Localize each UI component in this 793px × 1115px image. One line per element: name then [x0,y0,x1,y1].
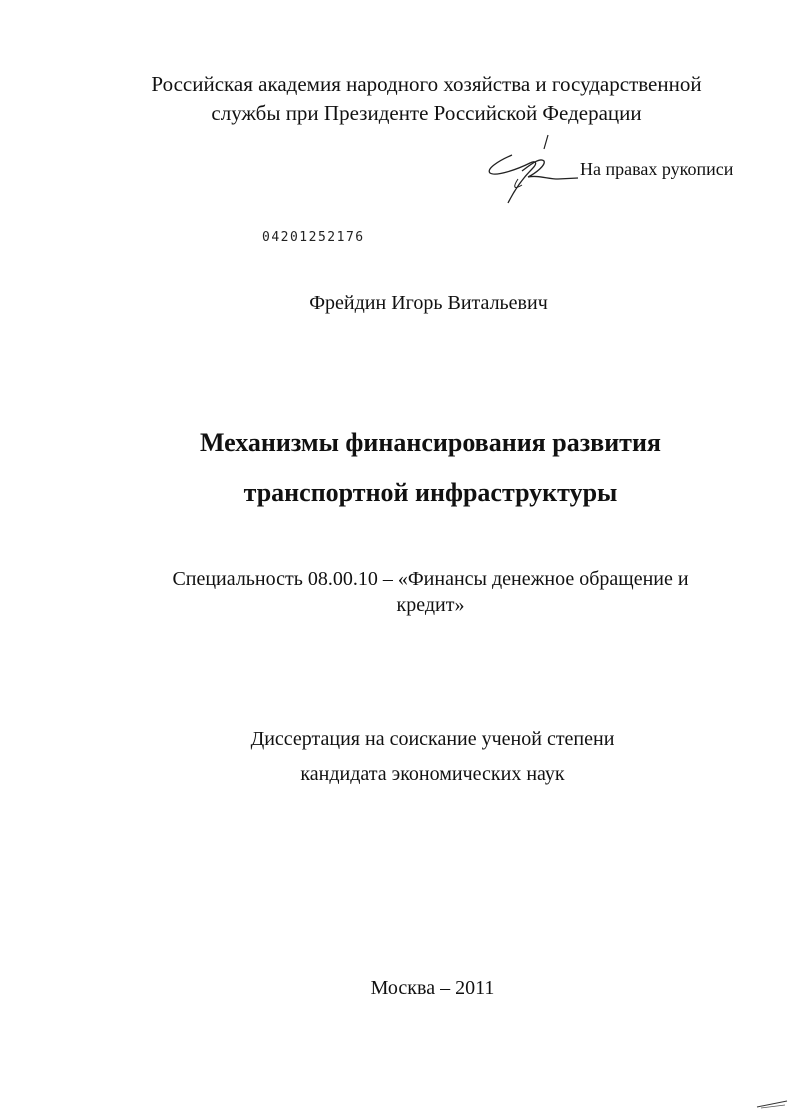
degree-line-2: кандидата экономических наук [300,763,565,785]
corner-mark-graphic [755,1095,790,1110]
degree-line-1: Диссертация на соискание ученой степени [250,728,615,750]
signature-graphic [478,133,588,213]
specialty [34,566,793,618]
institution-line-2: службы при Президенте Российской Федерации [211,101,642,125]
institution-line-1: Российская академия народного хозяйства и государственной [151,72,702,96]
title-line-2: транспортной инфраструктуры [243,478,618,507]
author-name: Фрейдин Игорь Витальевич [309,292,548,314]
city-year: Москва – 2011 [370,977,495,999]
scan-corner-mark [755,1095,790,1110]
title-line-1: Механизмы финансирования развития [199,428,661,457]
degree-statement [36,722,793,792]
dissertation-title [34,418,793,518]
institution-header [30,70,793,128]
specialty-line-1: Специальность 08.00.10 – «Финансы денежное обращение и [172,568,689,590]
document-number: 04201252176 [262,230,365,245]
handwritten-signature [478,133,588,213]
manuscript-rights-note: На правах рукописи [580,159,734,179]
specialty-line-2: кредит» [396,594,465,616]
